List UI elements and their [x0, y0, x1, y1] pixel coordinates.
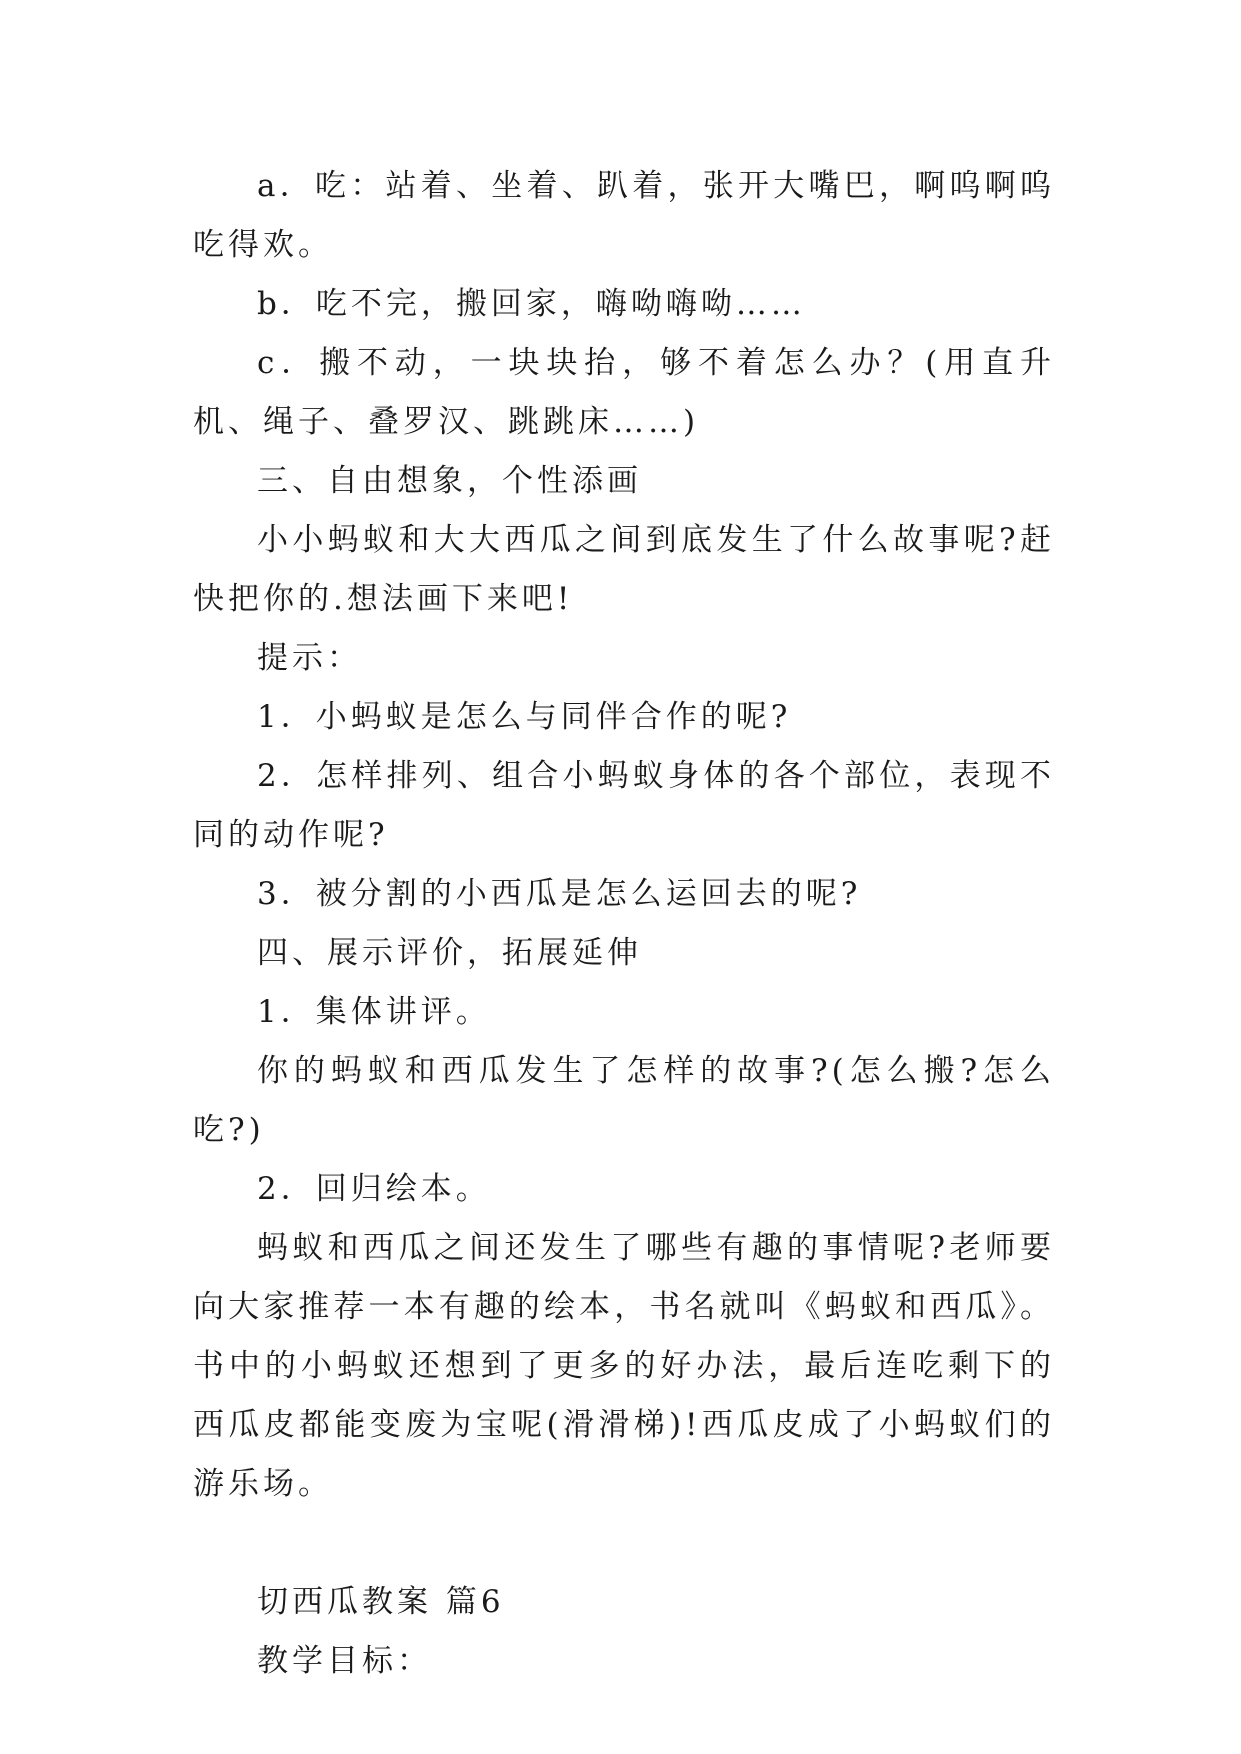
evaluation-item-1: 1．集体讲评。 — [257, 994, 491, 1030]
document-body — [193, 157, 1055, 1691]
hint-item-2: 2．怎样排列、组合小蚂蚁身体的各个部位，表现不同的动作呢? — [193, 758, 1055, 853]
evaluation-item-2: 2．回归绘本。 — [257, 1171, 491, 1207]
section-title-lesson-6: 切西瓜教案 篇6 — [257, 1584, 505, 1620]
paragraph-eat: a．吃：站着、坐着、趴着，张开大嘴巴，啊呜啊呜吃得欢。 — [193, 168, 1055, 263]
hint-item-1: 1．小蚂蚁是怎么与同伴合作的呢? — [257, 699, 792, 735]
paragraph-carry-home: b．吃不完，搬回家，嗨呦嗨呦…… — [257, 286, 806, 322]
section-heading-evaluation: 四、展示评价，拓展延伸 — [257, 935, 642, 971]
hint-item-3: 3．被分割的小西瓜是怎么运回去的呢? — [257, 876, 862, 912]
paragraph-picture-book: 蚂蚁和西瓜之间还发生了哪些有趣的事情呢?老师要向大家推荐一本有趣的绘本，书名就叫《蚂蚁和西瓜》。书中的小蚂蚁还想到了更多的好办法，最后连吃剩下的西瓜皮都能变废为宝呢(滑滑梯)!西瓜皮成了小蚂蚁们的游乐场。 — [193, 1230, 1055, 1502]
paragraph-story-question: 小小蚂蚁和大大西瓜之间到底发生了什么故事呢?赶快把你的.想法画下来吧! — [193, 522, 1055, 617]
paragraph-your-story: 你的蚂蚁和西瓜发生了怎样的故事?(怎么搬?怎么吃?) — [193, 1053, 1055, 1148]
section-heading-imagination: 三、自由想象，个性添画 — [257, 463, 642, 499]
subheading-teaching-goals: 教学目标： — [257, 1643, 432, 1679]
hint-label: 提示： — [257, 640, 362, 676]
paragraph-cannot-move: c．搬不动，一块块抬，够不着怎么办？(用直升机、绳子、叠罗汉、跳跳床……) — [193, 345, 1055, 440]
